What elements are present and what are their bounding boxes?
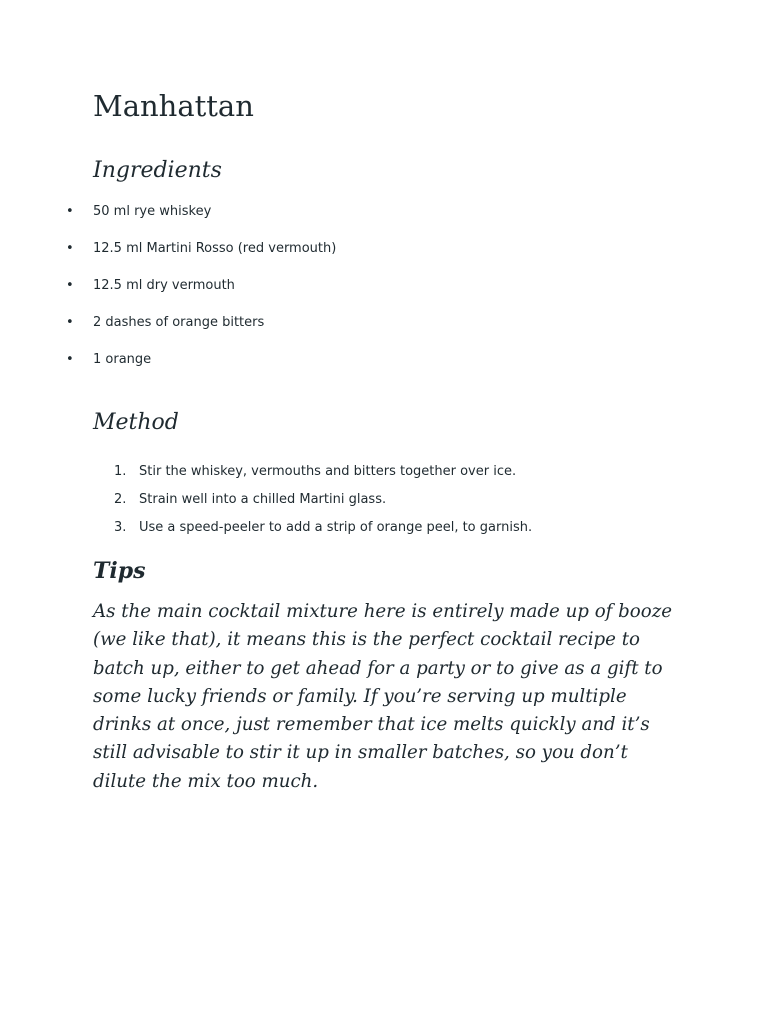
step-number: 3. [114, 520, 127, 535]
ingredient-item [0, 348, 768, 385]
ingredient-text: 12.5 ml Martini Rosso (red vermouth) [93, 241, 337, 256]
bullet-icon: • [66, 204, 74, 219]
bullet-icon: • [66, 352, 74, 367]
ingredient-text: 12.5 ml dry vermouth [93, 278, 235, 293]
bullet-icon: • [66, 278, 74, 293]
step-number: 2. [114, 492, 127, 507]
method-steps-list [0, 460, 768, 544]
method-step [0, 488, 768, 516]
ingredient-text: 2 dashes of orange bitters [93, 315, 265, 330]
tips-paragraph: As the main cocktail mixture here is entirely made up of booze (we like that), it means this is the perfect cocktail recipe to batch up, either to get ahead for a party or to give as a gift to some lucky friends or family. If you’re serving up multiple drinks at once, just remember that ice melts quickly and it’s still advisable to stir it up in smaller batches, so you don’t dilute the mix too much. [93, 601, 673, 792]
step-text: Strain well into a chilled Martini glass. [139, 492, 387, 507]
step-text: Use a speed-peeler to add a strip of orange peel, to garnish. [139, 520, 533, 535]
ingredients-heading: Ingredients [93, 158, 222, 183]
step-text: Stir the whiskey, vermouths and bitters together over ice. [139, 464, 517, 479]
method-step [0, 460, 768, 488]
ingredient-item [0, 237, 768, 274]
method-heading: Method [93, 410, 179, 435]
recipe-title: Manhattan [93, 89, 254, 123]
ingredient-text: 50 ml rye whiskey [93, 204, 212, 219]
tips-heading: Tips [93, 558, 146, 584]
ingredients-list [0, 200, 768, 385]
bullet-icon: • [66, 315, 74, 330]
ingredient-text: 1 orange [93, 352, 152, 367]
ingredient-item [0, 274, 768, 311]
bullet-icon: • [66, 241, 74, 256]
step-number: 1. [114, 464, 127, 479]
method-step [0, 516, 768, 544]
ingredient-item [0, 311, 768, 348]
ingredient-item [0, 200, 768, 237]
